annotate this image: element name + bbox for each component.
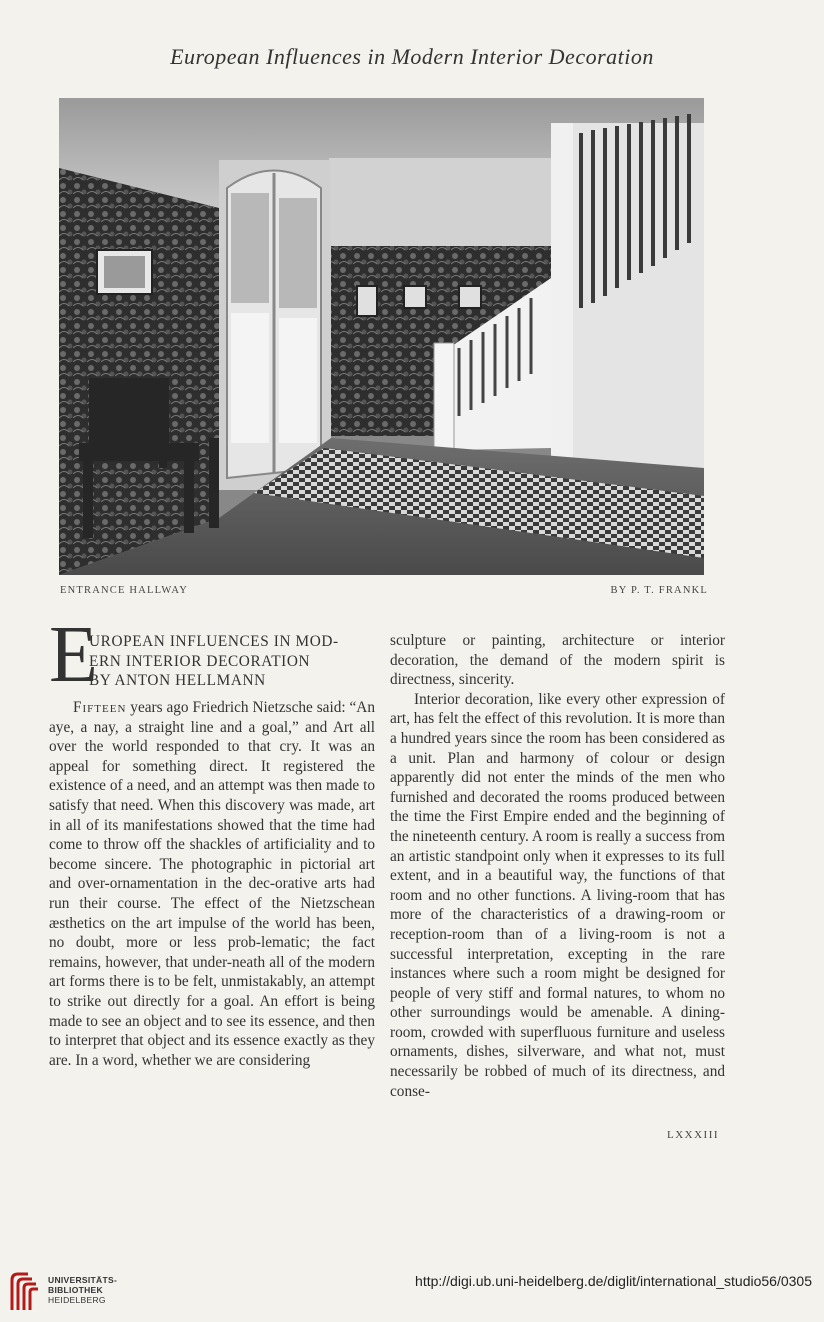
paragraph-lead-word: Fifteen <box>73 699 127 716</box>
paragraph-1-text: years ago Friedrich Nietzsche said: “An aye, a nay, a straight line and a goal,” and Art all over the world responded to that cry. It was an appeal for something direct. It registered the existence of a need, and an attempt was then made to satisfy that need. When this discovery was made, art in all of its manifestations showed that the time had come to throw off the shackles of artificiality and to become sincere. The photographic in pictorial art and over-ornamentation in the dec-orative arts had run their course. The effect of the Nietzschean æsthetics on the art impulse of the world has been, no doubt, more or less prob-lematic; the fact remains, however, that under-neath all of the modern art forms there is to be felt, unmistakably, an attempt to strike out directly for a goal. An effort is being made to see an object and to see its essence, and then to interpret that object and its essence exactly as they are. In a word, whether we are considering <box>49 699 375 1069</box>
heading-line-3: BY ANTON HELLMANN <box>89 672 266 689</box>
library-name: UNIVERSITÄTS- BIBLIOTHEK HEIDELBERG <box>48 1275 118 1305</box>
article-paragraph-3: Interior decoration, like every other expression of art, has felt the effect of this revolution. It is more than a hundred years since the room has been considered as a unit. Plan and harmony of colour or design apparently did not enter the minds of the men who furnished and decorated the rooms produced between the time the First Empire ended and the beginning of the nineteenth century. A room is really a success from an artistic standpoint only when it expresses to its full extent, and in a beautiful way, the functions of that room and no other functions. A living-room that has more of the characteristics of a drawing-room or reception-room than of a living-room is not a successful interpretation, excepting in the rare instances where such a room might be designed for people of very stiff and formal natures, to whom no other surroundings would be amenable. A dining-room, crowded with superfluous furniture and useless ornaments, dishes, silverware, and what not, must necessarily be robbed of much of its directness, and conse- <box>390 690 725 1100</box>
university-library-logo-icon <box>8 1272 40 1312</box>
article-heading <box>49 611 375 699</box>
photo-caption-credit: BY P. T. FRANKL <box>610 585 708 596</box>
page-number: LXXXIII <box>667 1129 720 1141</box>
source-url-link[interactable]: http://digi.ub.uni-heidelberg.de/diglit/international_studio56/0305 <box>415 1273 812 1289</box>
photo-caption-title: ENTRANCE HALLWAY <box>60 585 188 596</box>
entrance-hallway-photo <box>59 98 704 575</box>
heading-line-1: UROPEAN INFLUENCES IN MOD- <box>89 633 339 650</box>
article-paragraph-1 <box>49 698 375 1070</box>
article-right-column <box>390 631 725 1101</box>
running-title: European Influences in Modern Interior Decoration <box>170 44 654 69</box>
drop-cap: E <box>49 611 98 699</box>
article-left-column <box>49 611 375 1070</box>
library-footer <box>0 1262 824 1322</box>
article-paragraph-2: sculpture or painting, architecture or interior decoration, the demand of the modern spirit is directness, sincerity. <box>390 632 725 689</box>
heading-line-2: ERN INTERIOR DECORATION <box>89 652 311 670</box>
